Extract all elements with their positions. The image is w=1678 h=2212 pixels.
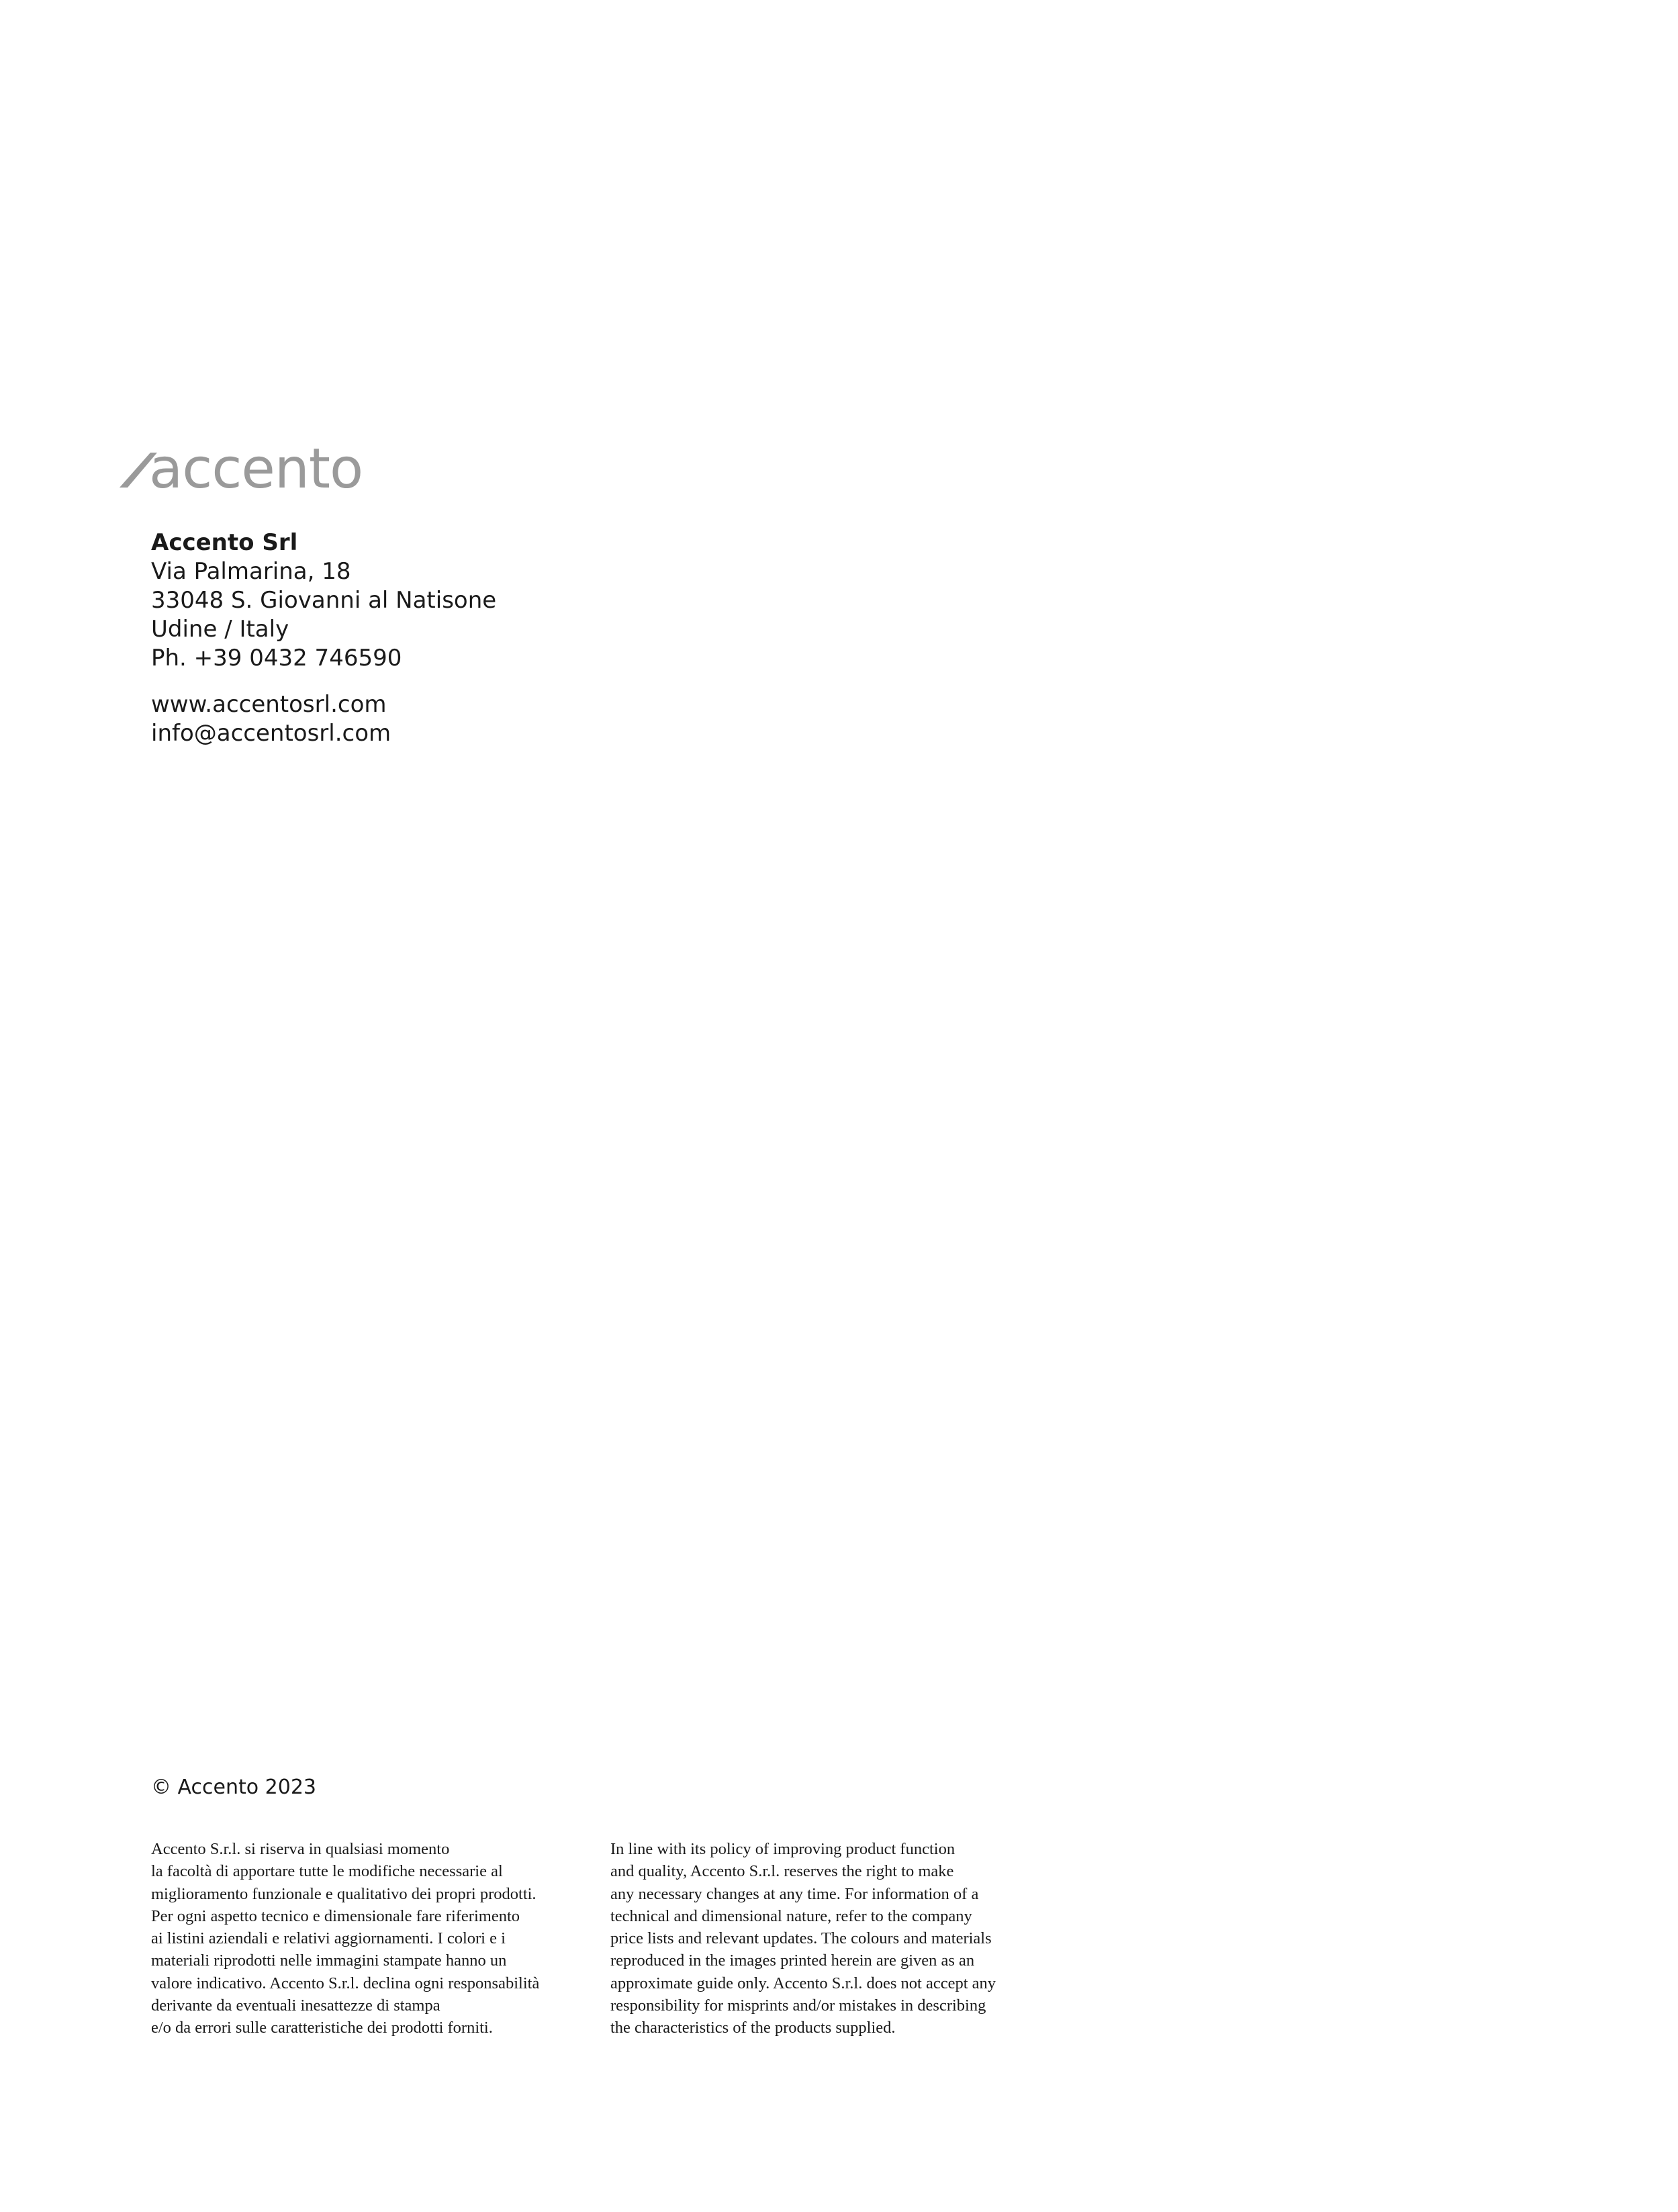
disclaimer-english (610, 1838, 996, 2039)
website-link[interactable]: www.accentosrl.com (151, 691, 387, 718)
disclaimer-line: approximate guide only. Accento S.r.l. does not accept any (610, 1974, 996, 1992)
logo-wordmark: accento (149, 446, 363, 500)
disclaimer-line: miglioramento funzionale e qualitativo dei propri prodotti. (151, 1884, 537, 1903)
disclaimer-line: responsibility for misprints and/or mistakes in describing (610, 1996, 986, 2015)
company-address (151, 528, 496, 673)
disclaimer-line: derivante da eventuali inesattezze di stampa (151, 1996, 440, 2015)
company-name: Accento Srl (151, 529, 298, 556)
disclaimer-line: reproduced in the images printed herein are given as an (610, 1951, 975, 1970)
accento-logo (120, 446, 395, 500)
disclaimer-line: technical and dimensional nature, refer to the company (610, 1906, 972, 1925)
city-line: 33048 S. Giovanni al Natisone (151, 587, 497, 614)
disclaimer-line: materiali riprodotti nelle immagini stampate hanno un (151, 1951, 507, 1970)
disclaimer-line: la facoltà di apportare tutte le modifiche necessarie al (151, 1862, 503, 1881)
disclaimer-line: any necessary changes at any time. For information of a (610, 1884, 979, 1903)
phone-number: Ph. +39 0432 746590 (151, 645, 402, 672)
disclaimer-line: the characteristics of the products supplied. (610, 2019, 896, 2037)
accento-logo-icon (120, 446, 395, 500)
disclaimer-line: e/o da errori sulle caratteristiche dei prodotti forniti. (151, 2019, 493, 2037)
disclaimer-line: ai listini aziendali e relativi aggiornamenti. I colori e i (151, 1929, 506, 1948)
disclaimer-line: In line with its policy of improving product function (610, 1840, 955, 1858)
disclaimer-line: Accento S.r.l. si riserva in qualsiasi momento (151, 1840, 450, 1858)
disclaimer-line: Per ogni aspetto tecnico e dimensionale fare riferimento (151, 1906, 520, 1925)
region-line: Udine / Italy (151, 616, 289, 643)
disclaimer-italian (151, 1838, 539, 2039)
copyright-notice: © Accento 2023 (151, 1776, 316, 1799)
disclaimer-line: price lists and relevant updates. The colours and materials (610, 1929, 992, 1948)
disclaimer-line: valore indicativo. Accento S.r.l. declina ogni responsabilità (151, 1974, 540, 1992)
web-contacts (151, 690, 391, 748)
disclaimer-line: and quality, Accento S.r.l. reserves the right to make (610, 1862, 954, 1881)
street-address: Via Palmarina, 18 (151, 558, 351, 585)
email-link[interactable]: info@accentosrl.com (151, 720, 391, 747)
